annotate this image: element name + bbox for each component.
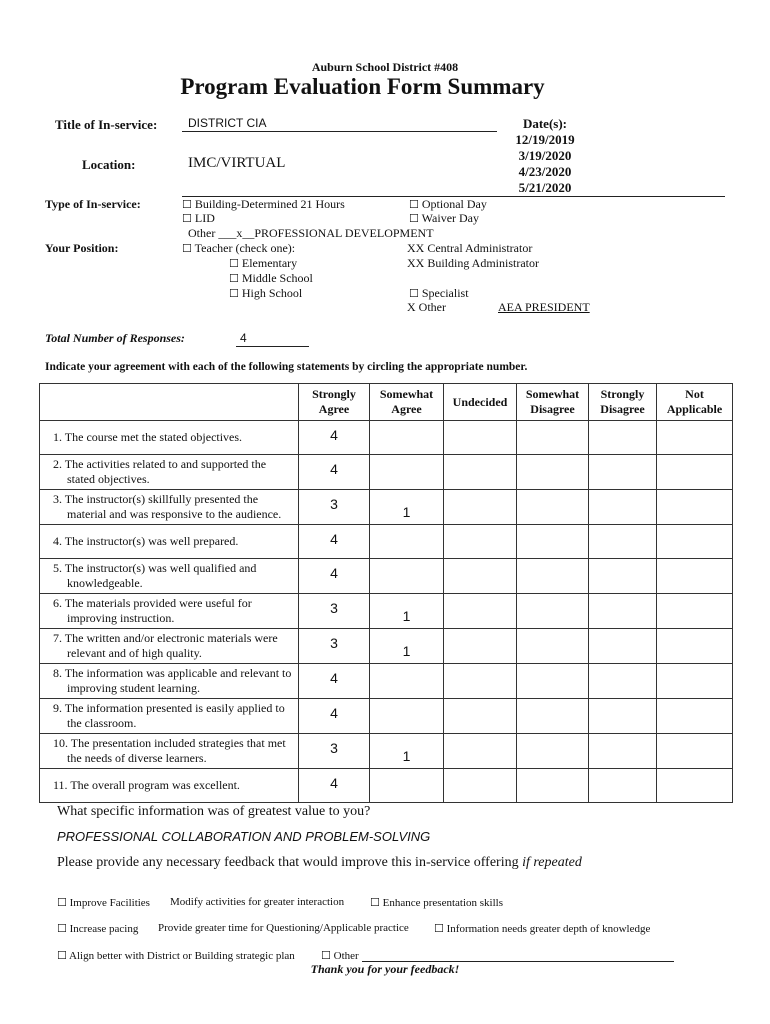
- date-4: 5/21/2020: [518, 180, 572, 195]
- statement-cell: 5. The instructor(s) was well qualified and knowledgeable.: [40, 559, 299, 594]
- date-3: 4/23/2020: [518, 164, 572, 179]
- empty-checkbox-icon: ☐: [182, 198, 192, 211]
- option-greater-depth[interactable]: [434, 922, 650, 935]
- statement-cell: 6. The materials provided were useful for improving instruction.: [40, 594, 299, 629]
- table-row: [40, 664, 733, 699]
- strongly-disagree-count[interactable]: [589, 559, 657, 594]
- position-label: Your Position:: [45, 241, 119, 255]
- strongly-disagree-count[interactable]: [589, 734, 657, 769]
- somewhat-disagree-count[interactable]: [517, 734, 589, 769]
- position-elementary-label: Elementary: [241, 256, 298, 270]
- header-somewhat-disagree: Somewhat Disagree: [517, 384, 589, 421]
- statement-cell: 7. The written and/or electronic materials were relevant and of high quality.: [40, 629, 299, 664]
- date-2: 3/19/2020: [518, 148, 572, 163]
- statement-cell: 10. The presentation included strategies that met the needs of diverse learners.: [40, 734, 299, 769]
- strongly-agree-count[interactable]: 3: [299, 629, 370, 664]
- strongly-agree-count[interactable]: 4: [299, 699, 370, 734]
- somewhat-agree-count[interactable]: [370, 525, 444, 559]
- statement-cell: 1. The course met the stated objectives.: [40, 421, 299, 455]
- somewhat-disagree-count[interactable]: [517, 421, 589, 455]
- position-high[interactable]: [229, 286, 302, 301]
- responses-value: 4: [240, 331, 247, 345]
- strongly-agree-count[interactable]: 4: [299, 455, 370, 490]
- type-label: Type of In-service:: [45, 197, 141, 211]
- undecided-count[interactable]: [444, 455, 517, 490]
- not-applicable-count[interactable]: [657, 490, 733, 525]
- somewhat-agree-count[interactable]: [370, 421, 444, 455]
- position-building-admin: XX Building Administrator: [407, 256, 539, 270]
- type-other-line: Other ___x__PROFESSIONAL DEVELOPMENT: [188, 226, 434, 240]
- not-applicable-count[interactable]: [657, 594, 733, 629]
- improve-prompt-text: Please provide any necessary feedback that would improve this in-service offering: [57, 855, 519, 870]
- somewhat-agree-count[interactable]: 1: [370, 629, 444, 664]
- table-row: [40, 629, 733, 664]
- undecided-count[interactable]: [444, 559, 517, 594]
- strongly-disagree-count[interactable]: [589, 664, 657, 699]
- not-applicable-count[interactable]: [657, 769, 733, 803]
- position-teacher-label: Teacher (check one):: [194, 241, 296, 255]
- strongly-disagree-count[interactable]: [589, 455, 657, 490]
- empty-checkbox-icon: ☐: [57, 949, 67, 962]
- type-option-optional[interactable]: [409, 197, 487, 212]
- strongly-agree-count[interactable]: 4: [299, 769, 370, 803]
- strongly-disagree-count[interactable]: [589, 769, 657, 803]
- title-value: DISTRICT CIA: [188, 116, 267, 130]
- empty-checkbox-icon: ☐: [57, 896, 67, 909]
- somewhat-agree-count[interactable]: 1: [370, 594, 444, 629]
- type-option-optional-label: Optional Day: [421, 197, 487, 211]
- page-title: Program Evaluation Form Summary: [180, 74, 545, 99]
- not-applicable-count[interactable]: [657, 559, 733, 594]
- somewhat-disagree-count[interactable]: [517, 769, 589, 803]
- location-label: Location:: [82, 157, 136, 172]
- statement-cell: 2. The activities related to and supported the stated objectives.: [40, 455, 299, 490]
- value-question: What specific information was of greatest value to you?: [57, 804, 371, 819]
- header-strongly-disagree: Strongly Disagree: [589, 384, 657, 421]
- position-middle[interactable]: [229, 271, 313, 286]
- position-high-label: High School: [241, 286, 303, 300]
- strongly-agree-count[interactable]: 4: [299, 421, 370, 455]
- strongly-agree-count[interactable]: 4: [299, 525, 370, 559]
- empty-checkbox-icon: ☐: [370, 896, 380, 909]
- somewhat-disagree-count[interactable]: [517, 525, 589, 559]
- somewhat-disagree-count[interactable]: [517, 664, 589, 699]
- undecided-count[interactable]: [444, 525, 517, 559]
- option-greater-time: Provide greater time for Questioning/Applicable practice: [158, 922, 409, 934]
- statement-cell: 9. The information presented is easily applied to the classroom.: [40, 699, 299, 734]
- evaluation-table: [39, 383, 733, 803]
- strongly-disagree-count[interactable]: [589, 699, 657, 734]
- district-name: Auburn School District #408: [311, 60, 459, 74]
- strongly-disagree-count[interactable]: [589, 490, 657, 525]
- type-option-waiver[interactable]: [409, 211, 479, 226]
- empty-checkbox-icon: ☐: [321, 949, 331, 962]
- undecided-count[interactable]: [444, 699, 517, 734]
- position-specialist-label: Specialist: [421, 286, 469, 300]
- statement-cell: 4. The instructor(s) was well prepared.: [40, 525, 299, 559]
- header-strongly-agree: Strongly Agree: [299, 384, 370, 421]
- option-enhance-presentation[interactable]: [370, 896, 503, 909]
- not-applicable-count[interactable]: [657, 699, 733, 734]
- option-other[interactable]: [321, 949, 359, 962]
- empty-checkbox-icon: ☐: [229, 272, 239, 285]
- not-applicable-count[interactable]: [657, 629, 733, 664]
- undecided-count[interactable]: [444, 629, 517, 664]
- type-option-building-label: Building-Determined 21 Hours: [194, 197, 345, 211]
- statement-cell: 8. The information was applicable and relevant to improving student learning.: [40, 664, 299, 699]
- header-undecided: Undecided: [444, 384, 517, 421]
- dates-block: [515, 116, 575, 196]
- undecided-count[interactable]: [444, 769, 517, 803]
- table-header-row: [40, 384, 733, 421]
- position-teacher[interactable]: [182, 241, 295, 256]
- not-applicable-count[interactable]: [657, 664, 733, 699]
- type-option-waiver-label: Waiver Day: [421, 211, 480, 225]
- option-enhance-presentation-label: Enhance presentation skills: [382, 897, 503, 909]
- table-row: [40, 769, 733, 803]
- somewhat-disagree-count[interactable]: [517, 455, 589, 490]
- position-elementary[interactable]: [229, 256, 297, 271]
- undecided-count[interactable]: [444, 594, 517, 629]
- instructions: Indicate your agreement with each of the following statements by circling the appropriate number.: [45, 361, 528, 373]
- improve-prompt: [57, 855, 582, 871]
- title-underline: [182, 131, 497, 132]
- responses-label: Total Number of Responses:: [45, 331, 185, 345]
- position-central-admin: XX Central Administrator: [407, 241, 533, 255]
- option-modify-activities: Modify activities for greater interaction: [170, 896, 345, 908]
- somewhat-agree-count[interactable]: 1: [370, 734, 444, 769]
- position-other-value: AEA PRESIDENT: [498, 300, 590, 314]
- improve-prompt-suffix: if repeated: [522, 855, 582, 870]
- somewhat-disagree-count[interactable]: [517, 594, 589, 629]
- empty-checkbox-icon: ☐: [409, 198, 419, 211]
- header-not-applicable: Not Applicable: [657, 384, 733, 421]
- option-increase-pacing-label: Increase pacing: [69, 923, 139, 935]
- position-middle-label: Middle School: [241, 271, 313, 285]
- strongly-disagree-count[interactable]: [589, 629, 657, 664]
- strongly-agree-count[interactable]: 3: [299, 594, 370, 629]
- empty-checkbox-icon: ☐: [229, 257, 239, 270]
- location-value: IMC/VIRTUAL: [188, 155, 286, 171]
- strongly-agree-count[interactable]: 3: [299, 734, 370, 769]
- undecided-count[interactable]: [444, 734, 517, 769]
- table-row: [40, 455, 733, 490]
- not-applicable-count[interactable]: [657, 421, 733, 455]
- header-somewhat-agree: Somewhat Agree: [370, 384, 444, 421]
- position-other-label: X Other: [407, 300, 446, 314]
- strongly-agree-count[interactable]: 4: [299, 559, 370, 594]
- undecided-count[interactable]: [444, 421, 517, 455]
- somewhat-agree-count[interactable]: [370, 559, 444, 594]
- empty-checkbox-icon: ☐: [434, 922, 444, 935]
- somewhat-agree-count[interactable]: [370, 664, 444, 699]
- not-applicable-count[interactable]: [657, 734, 733, 769]
- title-label: Title of In-service:: [55, 117, 158, 132]
- strongly-disagree-count[interactable]: [589, 594, 657, 629]
- somewhat-agree-count[interactable]: [370, 769, 444, 803]
- option-greater-depth-label: Information needs greater depth of knowledge: [446, 923, 651, 935]
- date-1: 12/19/2019: [515, 132, 575, 147]
- option-align-plan[interactable]: [57, 949, 295, 962]
- somewhat-agree-count[interactable]: [370, 455, 444, 490]
- empty-checkbox-icon: ☐: [409, 287, 419, 300]
- strongly-disagree-count[interactable]: [589, 525, 657, 559]
- strongly-disagree-count[interactable]: [589, 421, 657, 455]
- somewhat-disagree-count[interactable]: [517, 699, 589, 734]
- table-row: [40, 699, 733, 734]
- table-row: [40, 421, 733, 455]
- somewhat-agree-count[interactable]: 1: [370, 490, 444, 525]
- somewhat-disagree-count[interactable]: [517, 559, 589, 594]
- table-row: [40, 594, 733, 629]
- empty-checkbox-icon: ☐: [57, 922, 67, 935]
- table-row: [40, 734, 733, 769]
- option-align-plan-label: Align better with District or Building strategic plan: [69, 950, 295, 962]
- strongly-agree-count[interactable]: 3: [299, 490, 370, 525]
- empty-checkbox-icon: ☐: [182, 242, 192, 255]
- statement-cell: 3. The instructor(s) skillfully presented the material and was responsive to the audience.: [40, 490, 299, 525]
- option-increase-pacing[interactable]: [57, 922, 138, 935]
- empty-checkbox-icon: ☐: [409, 212, 419, 225]
- table-row: [40, 525, 733, 559]
- table-row: [40, 559, 733, 594]
- option-improve-facilities[interactable]: [57, 896, 150, 909]
- somewhat-disagree-count[interactable]: [517, 629, 589, 664]
- undecided-count[interactable]: [444, 490, 517, 525]
- undecided-count[interactable]: [444, 664, 517, 699]
- option-improve-facilities-label: Improve Facilities: [69, 897, 150, 909]
- not-applicable-count[interactable]: [657, 525, 733, 559]
- empty-checkbox-icon: ☐: [182, 212, 192, 225]
- responses-underline: [236, 346, 309, 347]
- option-other-label: Other: [333, 950, 359, 962]
- somewhat-agree-count[interactable]: [370, 699, 444, 734]
- statement-cell: 11. The overall program was excellent.: [40, 769, 299, 803]
- strongly-agree-count[interactable]: 4: [299, 664, 370, 699]
- value-answer: PROFESSIONAL COLLABORATION AND PROBLEM-SOLVING: [57, 829, 431, 844]
- type-option-lid[interactable]: [182, 211, 215, 226]
- header-statement: [40, 384, 299, 421]
- table-row: [40, 490, 733, 525]
- dates-label: Date(s):: [522, 116, 568, 131]
- not-applicable-count[interactable]: [657, 455, 733, 490]
- somewhat-disagree-count[interactable]: [517, 490, 589, 525]
- thank-you: Thank you for your feedback!: [310, 962, 460, 976]
- empty-checkbox-icon: ☐: [229, 287, 239, 300]
- type-option-lid-label: LID: [194, 211, 215, 225]
- position-specialist[interactable]: [409, 286, 469, 301]
- type-option-building[interactable]: [182, 197, 345, 212]
